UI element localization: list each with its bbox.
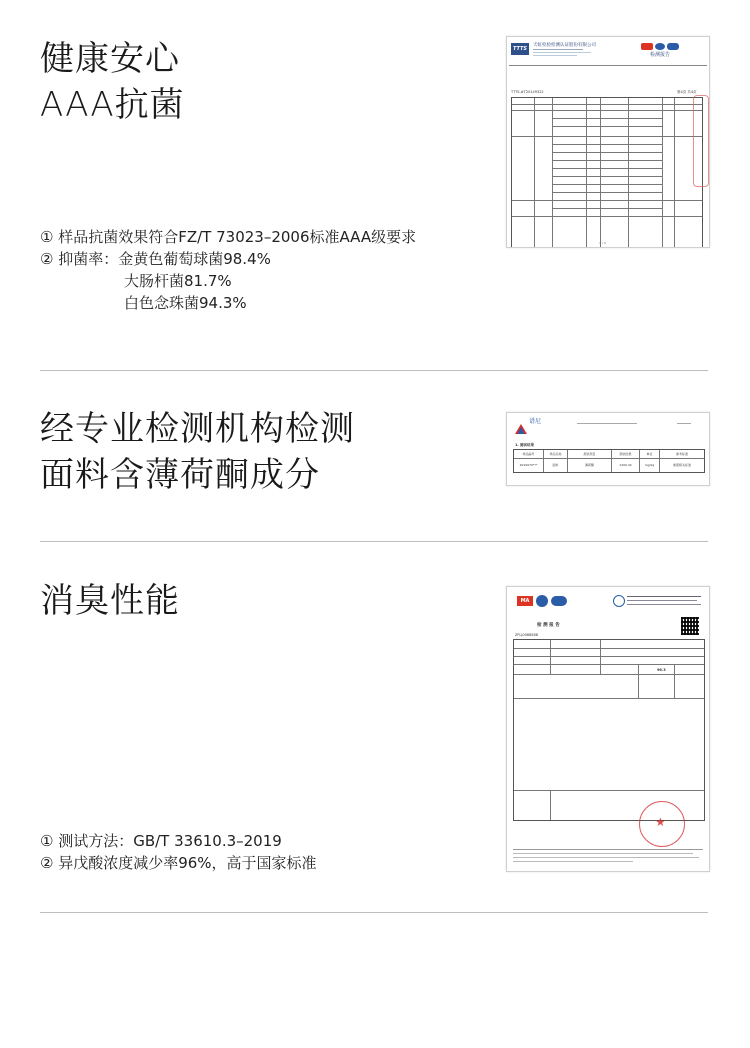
antibacterial-standard-note: ① 样品抗菌效果符合FZ/T 73023–2006标准AAA级要求	[40, 228, 417, 246]
th-sample-name: 样品名称	[544, 450, 568, 459]
lab-logo-icon	[613, 595, 625, 607]
pony-logo-icon	[515, 419, 527, 429]
inhibition-rate-label: ② 抑菌率：	[40, 250, 119, 268]
report-brand: 谱尼	[529, 418, 542, 425]
section2-title-line1: 经专业检测机构检测	[40, 409, 355, 449]
accreditation-logos	[517, 595, 567, 607]
report-number: TTTS-#T20149322	[511, 90, 544, 94]
deodorization-result-value: 96.3	[657, 668, 666, 672]
report-org-name: 天虹检验检测认证股份有限公司	[533, 43, 596, 48]
section1-notes	[40, 226, 416, 314]
section-divider-1	[40, 370, 708, 371]
section3-title: 消臭性能	[40, 581, 180, 621]
section2-title-line2: 面料含薄荷酮成分	[40, 455, 320, 495]
th-sample-no: 样品编号	[514, 450, 544, 459]
report-header: 检 测 报 告	[537, 623, 560, 628]
th-test-item: 测试项目	[568, 450, 612, 459]
menthone-result-table	[513, 449, 705, 473]
deodorization-table	[513, 639, 705, 821]
ma-logo-icon	[641, 43, 653, 50]
red-seal-stamp-icon	[693, 95, 709, 187]
td-test-item: 薄荷酮	[568, 459, 612, 472]
qr-code-icon	[681, 617, 699, 635]
deodorization-test-report-thumbnail	[506, 586, 710, 872]
report-page-label: 第4页 共4页	[677, 90, 697, 94]
antibacterial-test-report-thumbnail: TTTS 天虹检验检测认证股份有限公司 检测报告 TTTS-#T20149322 第4页 共4页 4 / 4	[506, 36, 710, 248]
cert-logos	[641, 43, 679, 50]
red-seal-stamp-icon	[639, 801, 685, 847]
ma-logo-icon: MA	[517, 596, 533, 606]
menthone-test-report-thumbnail	[506, 412, 710, 486]
td-sample-name: 面料	[544, 459, 568, 472]
deodorization-test-method: ① 测试方法：GB/T 33610.3–2019	[40, 832, 282, 850]
section1-title-line2: AAA抗菌	[40, 85, 185, 125]
report-number: ZFLJ0066588	[515, 633, 538, 637]
staph-aureus-rate: 金黄色葡萄球菌98.4%	[118, 250, 271, 268]
isovaleric-acid-reduction-note: ② 异戊酸浓度减少率96%，高于国家标准	[40, 854, 317, 872]
star-icon: ★	[655, 815, 666, 829]
section-divider-2	[40, 541, 708, 542]
ilac-logo-icon	[655, 43, 665, 50]
report-section-label: 1. 测试结果	[515, 443, 534, 447]
section3-notes	[40, 830, 317, 874]
td-reference: 参照相关标准	[672, 463, 691, 467]
td-sample-no: 2019070***	[514, 459, 544, 472]
th-reference: 参考标准	[660, 450, 704, 459]
ilac-mra-logo-icon	[536, 595, 548, 607]
th-test-result: 测试结果	[612, 450, 640, 459]
cnas-logo-icon	[667, 43, 679, 50]
ttts-logo-icon: TTTS	[511, 43, 529, 55]
td-unit: mg/kg	[640, 459, 660, 472]
cnas-logo-icon	[551, 596, 567, 606]
th-unit: 单位	[640, 450, 660, 459]
candida-rate: 白色念珠菌94.3%	[124, 294, 247, 312]
section1-title-line1: 健康安心	[40, 39, 180, 79]
ecoli-rate: 大肠杆菌81.7%	[124, 272, 232, 290]
report-header-right: 检测报告	[650, 52, 671, 58]
report-table	[511, 97, 703, 248]
inhibition-rate-note	[40, 248, 416, 270]
section-divider-3	[40, 912, 708, 913]
td-test-result: 1200.42	[612, 459, 640, 472]
